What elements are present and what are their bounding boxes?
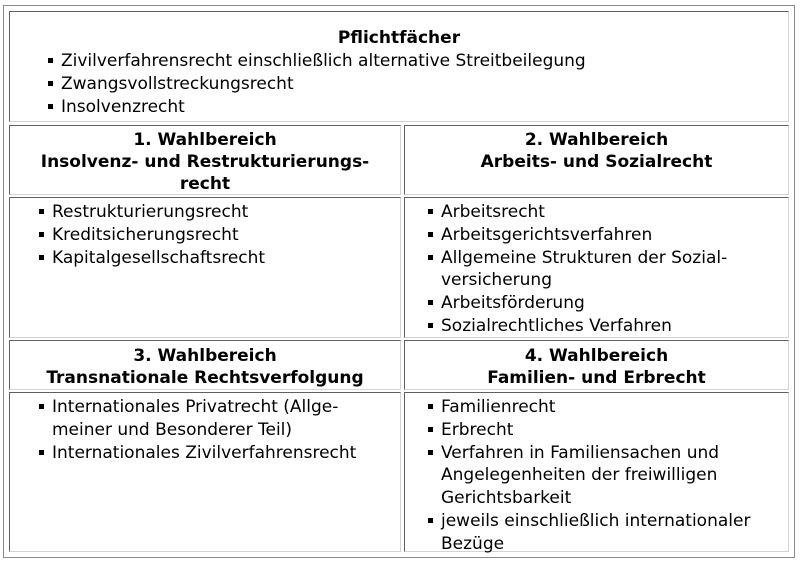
wahl4-title: 4. Wahlbereich (524, 346, 669, 366)
wahl4-header-cell (404, 340, 789, 390)
wahl4-subtitle: Familien- und Erbrecht (487, 368, 706, 388)
list-item-line: Verfahren in Familiensachen und (441, 442, 720, 463)
list-item-line: versicherung (441, 270, 552, 291)
list-item (426, 247, 788, 293)
wahl2-header-cell (404, 125, 789, 195)
wahl1-body-cell (9, 197, 401, 338)
wahl2-heading (405, 129, 788, 173)
list-item (37, 396, 400, 442)
list-item: Kreditsicherungsrecht (37, 224, 400, 247)
list-item: Erbrecht (426, 419, 788, 442)
list-item-line: Allgemeine Strukturen der Sozial- (441, 247, 728, 268)
wahl3-header-cell (9, 340, 401, 390)
wahl3-heading (10, 345, 400, 389)
list-item-line: Gerichtsbarkeit (441, 488, 572, 509)
wahl1-header-cell (9, 125, 401, 195)
list-item: Insolvenzrecht (46, 96, 788, 119)
wahl4-body-cell (404, 392, 789, 552)
list-item: Zivilverfahrensrecht einschließlich alternative Streitbeilegung (46, 50, 788, 73)
list-item: Sozialrechtliches Verfahren (426, 315, 788, 338)
list-item-line: Angelegenheiten der freiwilligen (441, 465, 718, 486)
list-item-line: Internationales Privatrecht (Allge- (52, 397, 339, 417)
wahl2-list (426, 201, 788, 338)
list-item-line: jeweils einschließlich internationaler (441, 510, 751, 531)
list-item: Internationales Zivilverfahrensrecht (37, 442, 400, 465)
pflicht-title: Pflichtfächer (337, 28, 461, 48)
wahl4-list (426, 396, 788, 556)
list-item (426, 442, 788, 510)
wahl1-heading (10, 129, 400, 195)
list-item: Zwangsvollstreckungsrecht (46, 73, 788, 96)
wahl4-heading (405, 345, 788, 389)
wahl3-body-cell (9, 392, 401, 552)
pflicht-cell (9, 11, 789, 122)
wahl1-title: 1. Wahlbereich (133, 130, 277, 150)
list-item: Kapitalgesellschaftsrecht (37, 247, 400, 270)
curriculum-table (3, 5, 795, 558)
wahl1-subtitle-line1: Insolvenz- und Restrukturierungs- (40, 152, 370, 172)
list-item: Arbeitsgerichtsverfahren (426, 224, 788, 247)
list-item: Arbeitsrecht (426, 201, 788, 224)
list-item: Familienrecht (426, 396, 788, 419)
wahl2-subtitle: Arbeits- und Sozialrecht (480, 152, 713, 172)
wahl2-title: 2. Wahlbereich (524, 130, 669, 150)
wahl1-list (37, 201, 400, 269)
wahl3-title: 3. Wahlbereich (133, 346, 277, 366)
wahl2-body-cell (404, 197, 789, 338)
wahl3-list (37, 396, 400, 464)
list-item-line: meiner und Besonderer Teil) (52, 419, 293, 440)
list-item: Restrukturierungsrecht (37, 201, 400, 224)
wahl3-subtitle: Transnationale Rechtsverfolgung (46, 368, 364, 388)
list-item: Arbeitsförderung (426, 292, 788, 315)
list-item-line: Bezüge (441, 533, 505, 554)
pflicht-list (46, 50, 788, 118)
wahl1-subtitle-line2: recht (179, 174, 231, 194)
list-item (426, 510, 788, 556)
